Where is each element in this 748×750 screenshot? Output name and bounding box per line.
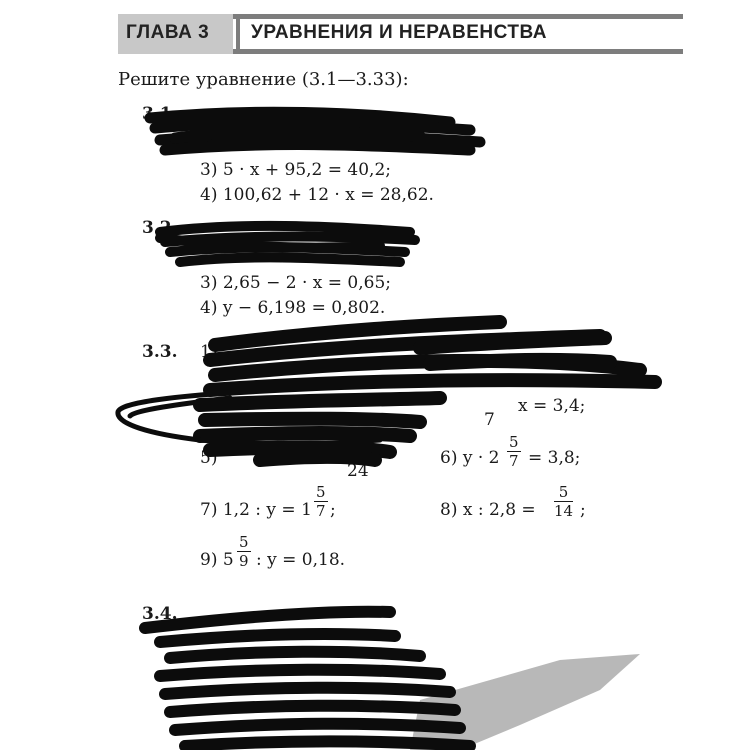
chapter-title: УРАВНЕНИЯ И НЕРАВЕНСТВА [251,22,547,43]
fraction-numerator: 5 [554,485,573,502]
exercise-3-3-item-6-suffix: = 3,8; [528,448,581,468]
scribble-3-4 [145,612,470,746]
fraction-denominator: 14 [554,502,574,520]
exercise-3-1-item-4: 4) 100,62 + 12 · x = 28,62. [200,185,434,205]
chapter-label: ГЛАВА 3 [126,22,210,43]
exercise-3-2-item-3: 3) 2,65 − 2 · x = 0,65; [200,273,392,293]
scribble-3-2 [160,226,415,262]
exercise-3-1-item-3: 3) 5 · x + 95,2 = 40,2; [200,160,392,180]
exercise-3-1-number: 3.1. [142,104,178,124]
instruction-text: Решите уравнение (3.1—3.33): [118,69,409,90]
exercise-3-3-item-9-suffix: : y = 0,18. [256,550,346,570]
exercise-3-3-item-7-suffix: ; [330,500,336,520]
exercise-3-2-number: 3.2. [142,218,178,238]
exercise-3-3-item-9-prefix: 9) 5 [200,550,234,570]
exercise-3-3-item-7-prefix: 7) 1,2 : y = 1 [200,500,312,520]
fraction-denominator: 9 [239,552,249,570]
exercise-3-2-item-4: 4) y − 6,198 = 0,802. [200,298,386,318]
exercise-3-3-item-1-label: 1) [200,342,218,362]
scribble-3-3 [200,322,655,460]
fraction-numerator: 5 [239,533,249,551]
scribble-3-1 [150,112,480,150]
exercise-3-3-item-8-prefix: 8) x : 2,8 = [440,500,536,520]
fraction-numerator: 5 [316,483,326,501]
fraction-denominator: 7 [509,452,519,470]
exercise-3-3-number: 3.3. [142,342,178,362]
fraction-denominator: 7 [316,502,326,520]
exercise-3-4-number: 3.4. [142,604,178,624]
fraction-numerator: 5 [509,433,519,451]
exercise-3-3-item-4-fragment: x = 3,4; [518,396,586,416]
partial-fraction-denominator-7: 7 [484,410,495,430]
exercise-3-3-item-8-suffix: ; [580,500,586,520]
exercise-3-3-item-5-label: 5) [200,448,218,468]
partial-fraction-denominator: 24 [347,461,369,481]
exercise-3-3-item-6-prefix: 6) y · 2 [440,448,500,468]
